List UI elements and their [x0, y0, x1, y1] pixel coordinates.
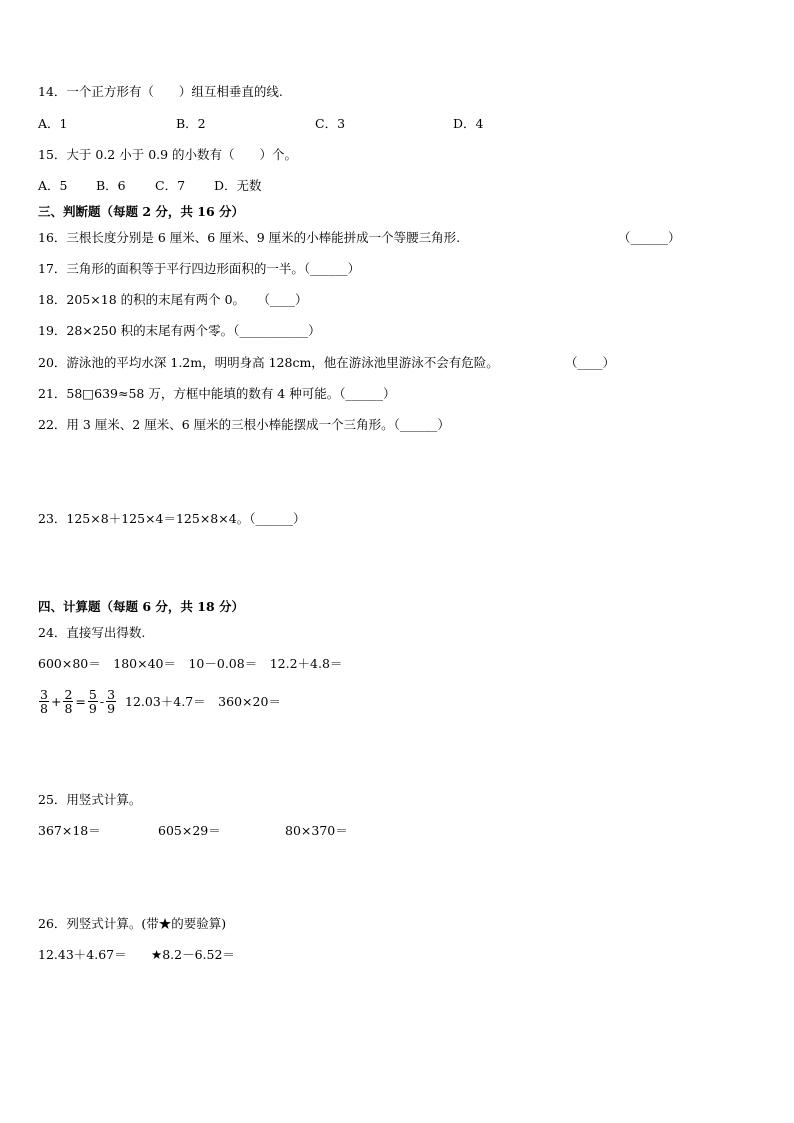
- question-16-text: 16．三根长度分别是 6 厘米、6 厘米、9 厘米的小棒能拼成一个等腰三角形.: [38, 230, 461, 245]
- fraction-5-9: $\frac{5}{9}$: [88, 686, 97, 716]
- question-15-option-d: D．无数: [214, 178, 262, 193]
- section-4-heading: 四、计算题（每题 6 分，共 18 分）: [38, 599, 245, 614]
- question-24-row-2-rest: 12.03＋4.7＝ 360×20＝: [125, 694, 281, 709]
- question-16-answer-blank: （______）: [618, 230, 681, 245]
- question-25-item-1: 367×18＝: [38, 823, 101, 838]
- question-26-item-1: 12.43＋4.67＝: [38, 947, 127, 962]
- question-25-item-2: 605×29＝: [158, 823, 221, 838]
- question-19-text: 19．28×250 积的末尾有两个零。（___________）: [38, 323, 321, 338]
- question-20-answer-blank: （____）: [565, 355, 616, 370]
- question-26-stem: 26．列竖式计算。(带★的要验算): [38, 916, 227, 931]
- question-26-item-2: ★8.2－6.52＝: [151, 947, 235, 962]
- question-15-option-c: C．7: [155, 178, 186, 193]
- question-23-text: 23．125×8＋125×4＝125×8×4。（______）: [38, 511, 306, 526]
- question-17-text: 17．三角形的面积等于平行四边形面积的一半。（______）: [38, 261, 361, 276]
- question-15-option-a: A．5: [38, 178, 68, 193]
- question-21-text: 21．58□639≈58 万，方框中能填的数有 4 种可能。（______）: [38, 386, 396, 401]
- question-22-text: 22．用 3 厘米、2 厘米、6 厘米的三根小棒能摆成一个三角形。（______）: [38, 417, 450, 432]
- fraction-3-8: $\frac{3}{8}$: [40, 686, 48, 716]
- equals-sign: =: [75, 693, 86, 709]
- question-24-row-1: 600×80＝ 180×40＝ 10－0.08＝ 12.2＋4.8＝: [38, 656, 343, 671]
- question-25-item-3: 80×370＝: [285, 823, 348, 838]
- section-3-heading: 三、判断题（每题 2 分，共 16 分）: [38, 204, 245, 219]
- fraction-3-9: $\frac{3}{9}$: [107, 686, 116, 716]
- question-24-row-2: [38, 684, 281, 718]
- minus-sign: -: [99, 693, 105, 709]
- question-14-option-b: B．2: [176, 116, 206, 131]
- question-25-stem: 25．用竖式计算。: [38, 792, 142, 807]
- question-14-option-c: C．3: [315, 116, 346, 131]
- question-15-stem: 15．大于 0.2 小于 0.9 的小数有（ ）个。: [38, 147, 298, 162]
- fraction-2-8: $\frac{2}{8}$: [64, 686, 73, 716]
- question-20-text: 20．游泳池的平均水深 1.2m，明明身高 128cm，他在游泳池里游泳不会有危险。: [38, 355, 499, 370]
- question-14-option-d: D．4: [453, 116, 484, 131]
- plus-sign: +: [50, 693, 62, 709]
- question-24-stem: 24．直接写出得数.: [38, 625, 146, 640]
- question-18-text: 18．205×18 的积的末尾有两个 0。 （____）: [38, 292, 308, 307]
- question-15-option-b: B．6: [96, 178, 126, 193]
- question-14-option-a: A．1: [38, 116, 68, 131]
- question-14-stem: 14．一个正方形有（ ）组互相垂直的线.: [38, 84, 283, 99]
